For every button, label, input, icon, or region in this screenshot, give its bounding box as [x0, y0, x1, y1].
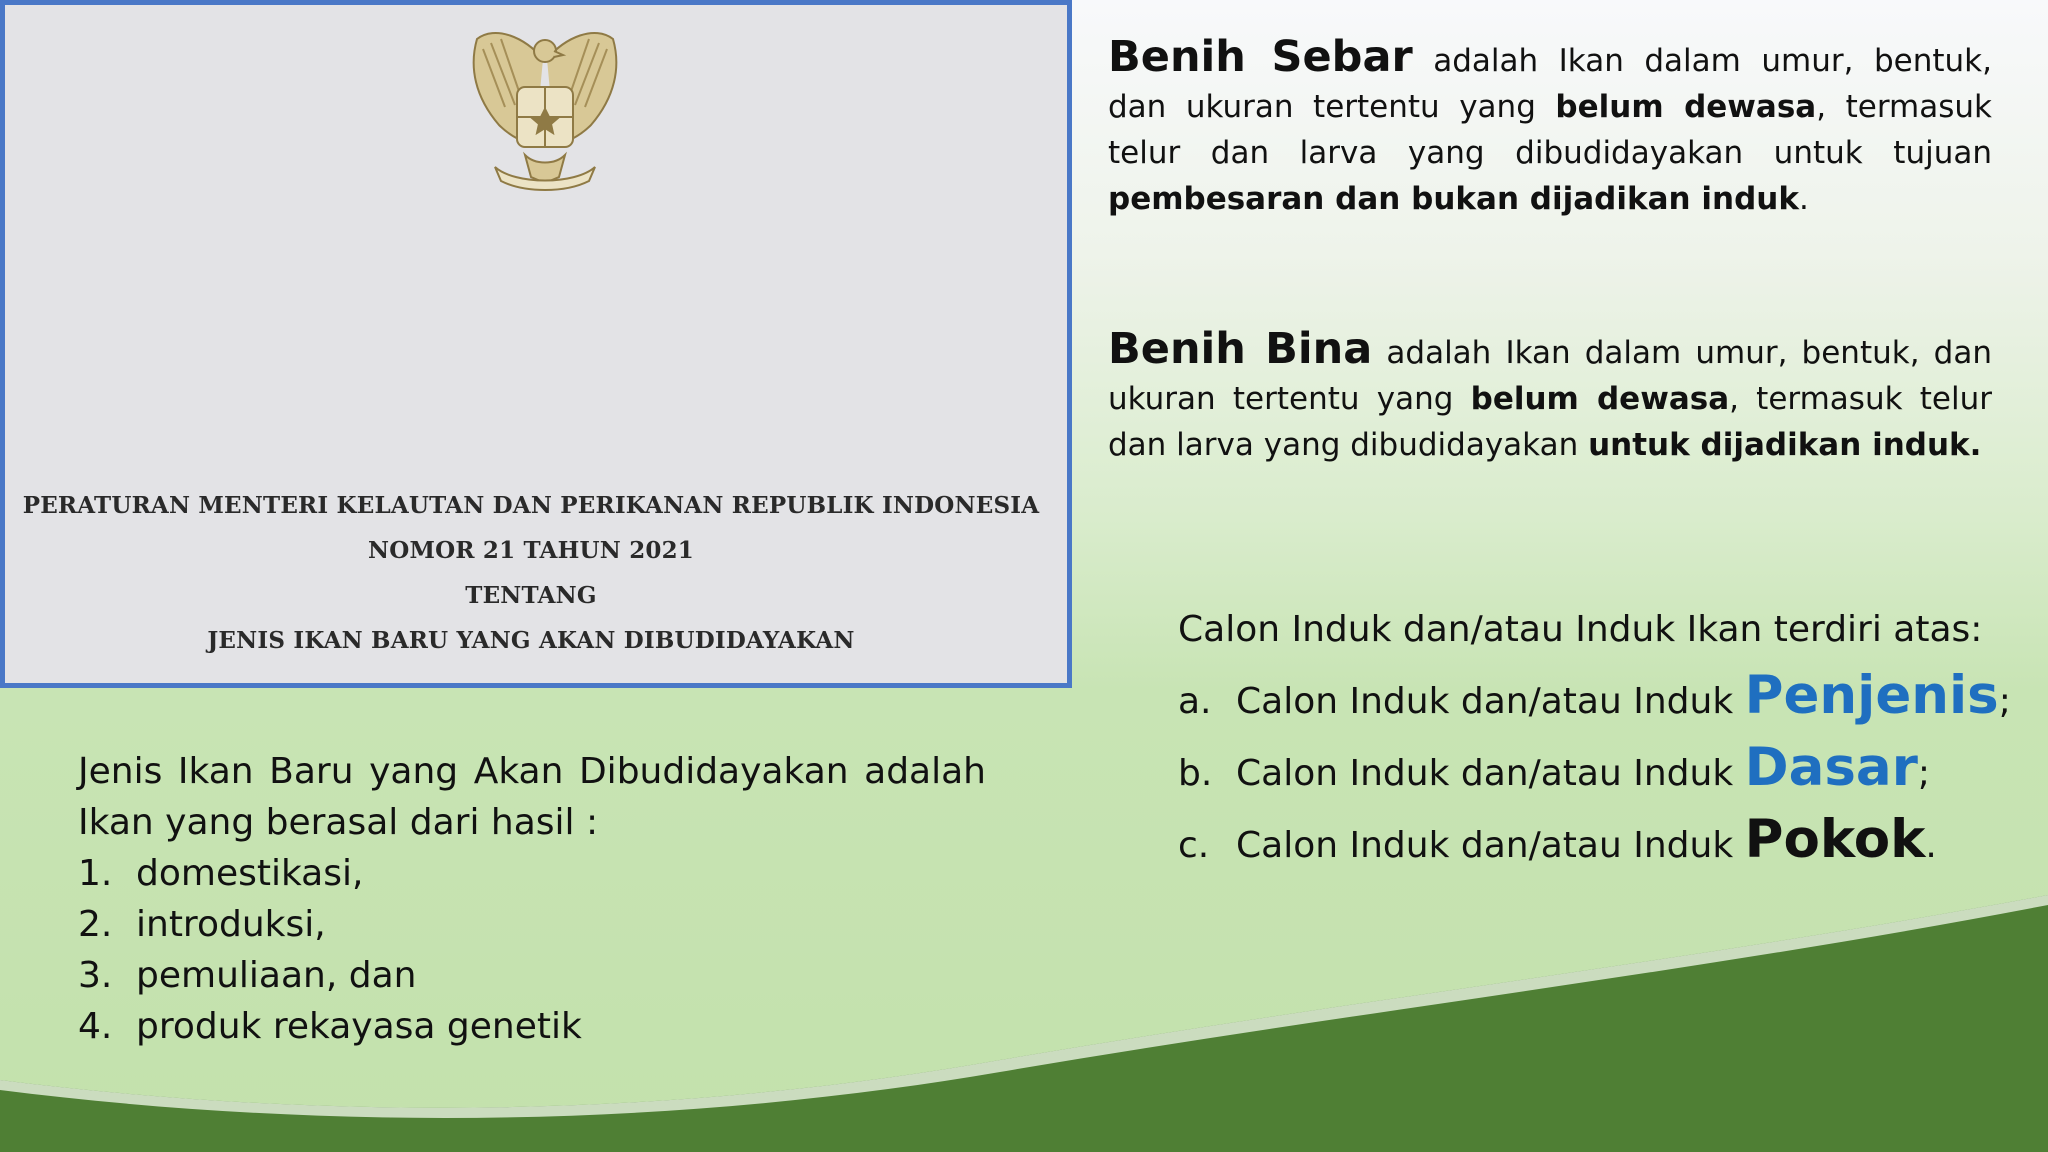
regulation-cover-card — [0, 0, 1072, 688]
highlight-pokok: Pokok — [1744, 809, 1926, 870]
list-number: 4. — [78, 1006, 113, 1047]
calon-induk-item-pokok — [1178, 804, 2011, 876]
calon-induk-item-dasar — [1178, 732, 2011, 804]
benih-sebar-text-3: . — [1798, 181, 1809, 217]
list-number: 2. — [78, 904, 113, 945]
garuda-emblem-icon — [455, 17, 635, 207]
list-item-text: introduksi, — [136, 904, 326, 945]
list-marker: a. — [1178, 681, 1212, 722]
calon-induk-section — [1178, 600, 2011, 876]
jenis-ikan-section — [78, 746, 986, 1052]
benih-bina-paragraph — [1108, 326, 1992, 468]
item-end: ; — [1917, 753, 1930, 794]
highlight-dasar: Dasar — [1744, 737, 1918, 798]
list-marker: c. — [1178, 825, 1210, 866]
regulation-subject: JENIS IKAN BARU YANG AKAN DIBUDIDAYAKAN — [207, 627, 855, 654]
jenis-ikan-list — [78, 848, 986, 1052]
benih-bina-definition — [1108, 326, 1992, 468]
list-item-text: pemuliaan, dan — [136, 955, 417, 996]
list-item — [78, 848, 986, 899]
benih-bina-bold-1: belum dewasa — [1470, 381, 1730, 417]
benih-sebar-bold-2: pembesaran dan bukan dijadikan induk — [1108, 181, 1799, 217]
calon-induk-text: Calon Induk dan/atau Induk — [1236, 681, 1745, 722]
regulation-title — [5, 483, 1057, 663]
regulation-number: NOMOR 21 TAHUN 2021 — [367, 537, 695, 564]
list-item — [78, 1001, 986, 1052]
benih-sebar-term: Benih Sebar — [1108, 32, 1413, 82]
list-item — [78, 950, 986, 1001]
list-marker: b. — [1178, 753, 1213, 794]
calon-induk-text: Calon Induk dan/atau Induk — [1236, 825, 1745, 866]
list-number: 3. — [78, 955, 113, 996]
regulation-line: PERATURAN MENTERI KELAUTAN DAN PERIKANAN REPUBLIK INDONESIA — [22, 492, 1040, 519]
regulation-about: TENTANG — [465, 582, 597, 609]
benih-bina-text-2: , termasuk telur dan larva yang dibudidayakan — [1108, 381, 1992, 463]
list-item — [78, 899, 986, 950]
item-end: . — [1925, 825, 1937, 866]
item-end: ; — [1998, 681, 2011, 722]
benih-bina-term: Benih Bina — [1108, 324, 1373, 374]
benih-sebar-text-1: adalah Ikan dalam umur, bentuk, dan ukuran tertentu yang — [1108, 43, 1992, 125]
benih-sebar-paragraph — [1108, 34, 1992, 222]
list-item-text: produk rekayasa genetik — [136, 1006, 582, 1047]
list-item-text: domestikasi, — [136, 853, 364, 894]
highlight-penjenis: Penjenis — [1744, 665, 1999, 726]
benih-sebar-bold-1: belum dewasa — [1555, 89, 1817, 125]
benih-bina-text-1: adalah Ikan dalam umur, bentuk, dan ukuran tertentu yang — [1108, 335, 1992, 417]
calon-induk-item-penjenis — [1178, 660, 2011, 732]
jenis-ikan-intro: Jenis Ikan Baru yang Akan Dibudidayakan adalah Ikan yang berasal dari hasil : — [78, 751, 986, 843]
benih-sebar-text-2: , termasuk telur dan larva yang dibudidayakan untuk tujuan — [1108, 89, 1992, 171]
list-number: 1. — [78, 853, 113, 894]
calon-induk-intro: Calon Induk dan/atau Induk Ikan terdiri atas: — [1178, 609, 1983, 650]
calon-induk-text: Calon Induk dan/atau Induk — [1236, 753, 1745, 794]
benih-bina-bold-2: untuk dijadikan induk. — [1588, 427, 1982, 463]
benih-sebar-definition — [1108, 34, 1992, 222]
